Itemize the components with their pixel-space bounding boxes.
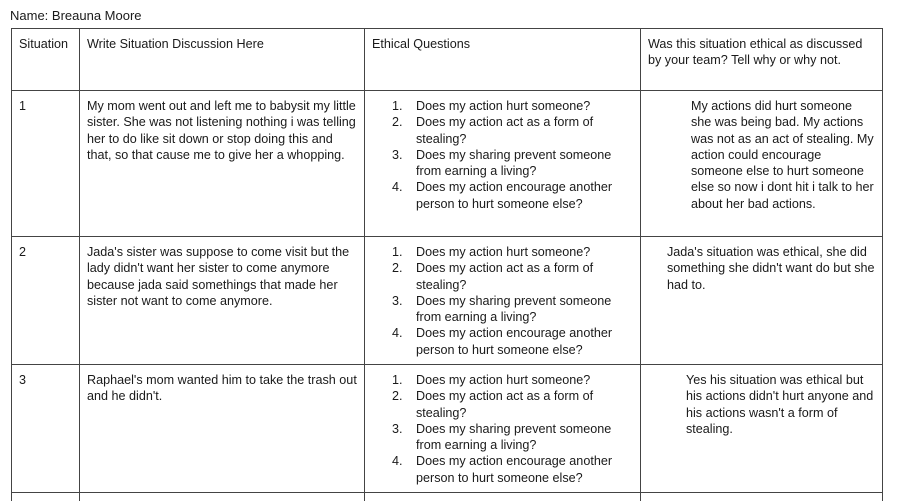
header-discussion: Write Situation Discussion Here — [80, 29, 365, 91]
ethics-worksheet-table — [11, 28, 883, 501]
situation-discussion: Raphael's mom wanted him to take the trash out and he didn't. — [80, 365, 365, 493]
situation-discussion: Jada's sister was suppose to come visit but the lady didn't want her sister to come anymore because jada said somethings that made her sister not want to come anymore. — [80, 237, 365, 365]
situation-number: 3 — [12, 365, 80, 493]
table-row — [12, 365, 883, 493]
header-ethical-questions: Ethical Questions — [365, 29, 641, 91]
empty-cell — [80, 493, 365, 501]
question-item: 3. Does my sharing prevent someone from earning a living? — [392, 293, 612, 325]
situation-number: 2 — [12, 237, 80, 365]
question-item: 2. Does my action act as a form of stealing? — [392, 389, 594, 420]
situation-discussion: My mom went out and left me to babysit my little sister. She was not listening nothing i was telling her to do like sit down or stop doing this and that, so that cause me to give her a whopping. — [80, 91, 365, 237]
ethical-questions-list — [372, 372, 633, 486]
ethical-questions-cell — [365, 237, 641, 365]
table-row-empty — [12, 493, 883, 501]
question-item: 3. Does my sharing prevent someone from earning a living? — [392, 147, 612, 179]
table-header-row — [12, 29, 883, 91]
question-item: 1. Does my action hurt someone? — [392, 245, 591, 259]
question-item: 1. Does my action hurt someone? — [392, 99, 591, 113]
student-name: Name: Breauna Moore — [10, 8, 142, 23]
question-item: 4. Does my action encourage another person to hurt someone else? — [392, 326, 613, 357]
table-row — [12, 91, 883, 237]
ethical-answer: My actions did hurt someone she was being bad. My actions was not as an act of stealing. My action could encourage someone else to hurt someone else so now i dont hit i talk to her about her bad actions. — [691, 99, 874, 211]
empty-cell — [641, 493, 883, 501]
question-item: 1. Does my action hurt someone? — [392, 373, 591, 387]
header-was-ethical: Was this situation ethical as discussed by your team? Tell why or why not. — [641, 29, 883, 91]
ethical-answer-cell — [641, 365, 883, 493]
header-situation: Situation — [12, 29, 80, 91]
empty-cell — [12, 493, 80, 501]
ethical-answer: Jada's situation was ethical, she did something she didn't want do but she had to. — [667, 245, 875, 292]
ethical-questions-cell — [365, 91, 641, 237]
ethical-answer-cell — [641, 91, 883, 237]
question-item: 4. Does my action encourage another person to hurt someone else? — [392, 454, 613, 485]
question-item: 2. Does my action act as a form of stealing? — [392, 261, 594, 292]
table-row — [12, 237, 883, 365]
situation-number: 1 — [12, 91, 80, 237]
question-item: 4. Does my action encourage another person to hurt someone else? — [392, 180, 613, 211]
question-item: 2. Does my action act as a form of stealing? — [392, 115, 594, 146]
ethical-answer-cell — [641, 237, 883, 365]
ethical-questions-list — [372, 244, 633, 358]
ethical-answer: Yes his situation was ethical but his actions didn't hurt anyone and his actions wasn't a form of stealing. — [686, 373, 874, 436]
ethical-questions-list — [372, 98, 633, 212]
empty-cell — [365, 493, 641, 501]
ethical-questions-cell — [365, 365, 641, 493]
question-item: 3. Does my sharing prevent someone from earning a living? — [392, 421, 612, 453]
